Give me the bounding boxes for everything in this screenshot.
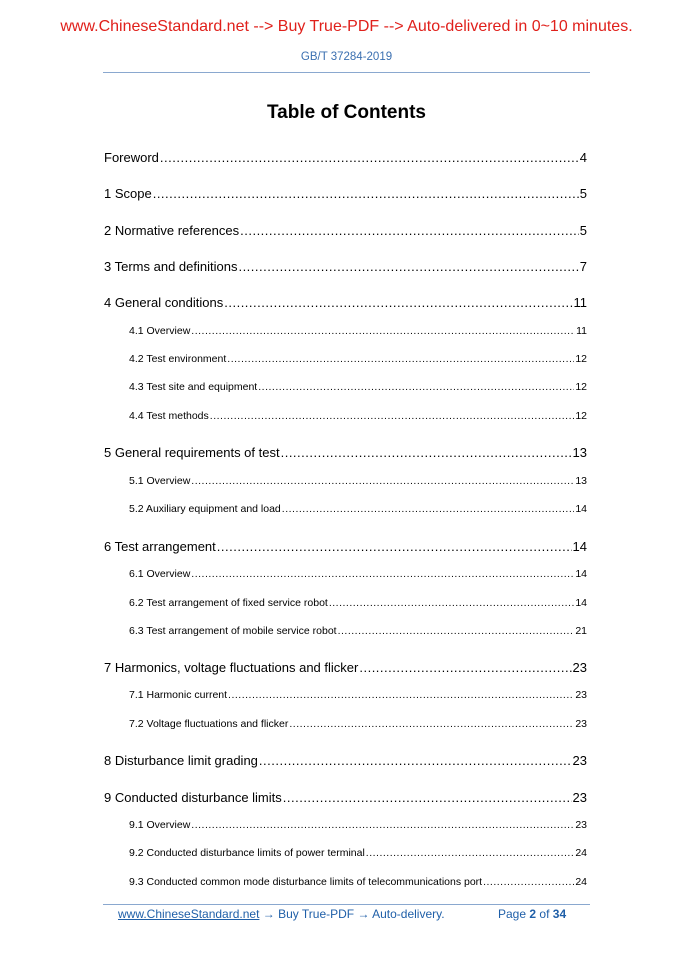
toc-leader-dots	[329, 597, 574, 609]
toc-leader-dots	[160, 150, 579, 165]
toc-leader-dots	[228, 689, 574, 701]
page-title: Table of Contents	[266, 102, 427, 123]
toc-entry-title: 6.3 Test arrangement of mobile service robot	[129, 625, 337, 637]
toc-page-number: 21	[575, 625, 587, 637]
toc-entry-title: 4.2 Test environment	[129, 353, 227, 365]
toc-entry-5-2[interactable]	[129, 503, 587, 515]
toc-entry-title: 7.2 Voltage fluctuations and flicker	[129, 718, 289, 730]
toc-entry-title: 1 Scope	[104, 186, 152, 201]
toc-entry-title: 9.1 Overview	[129, 819, 191, 831]
footer-divider	[103, 904, 590, 905]
toc-entry-title: 4.4 Test methods	[129, 410, 209, 422]
toc-entry-4-2[interactable]	[129, 353, 587, 365]
toc-page-number: 12	[575, 381, 587, 393]
toc-entry-title: 9.3 Conducted common mode disturbance limits of telecommunications port	[129, 876, 483, 888]
toc-entry-title: 4.3 Test site and equipment	[129, 381, 258, 393]
toc-entry-title: 6.1 Overview	[129, 568, 191, 580]
toc-page-number: 13	[572, 445, 587, 460]
toc-page-number: 14	[572, 539, 587, 554]
toc-leader-dots	[289, 718, 574, 730]
toc-entry-9-2[interactable]	[129, 847, 587, 859]
toc-leader-dots	[210, 410, 575, 422]
toc-leader-dots	[238, 259, 578, 274]
footer-promo-text: → Buy True-PDF → Auto-delivery.	[259, 907, 445, 921]
page-of-label: of	[539, 907, 550, 921]
toc-leader-dots	[227, 353, 574, 365]
toc-page-number: 23	[572, 660, 587, 675]
toc-entry-title: 5 General requirements of test	[104, 445, 280, 460]
toc-entry-conducted-disturbance-limits[interactable]	[104, 790, 587, 805]
toc-page-number: 23	[575, 718, 587, 730]
toc-page-number: 5	[579, 186, 587, 201]
toc-page-number: 7	[579, 259, 587, 274]
toc-entry-normative-references[interactable]	[104, 223, 587, 238]
toc-entry-9-1[interactable]	[129, 819, 587, 831]
toc-leader-dots	[359, 660, 571, 675]
toc-entry-general-requirements[interactable]	[104, 445, 587, 460]
toc-page-number: 13	[575, 475, 587, 487]
toc-leader-dots	[191, 819, 574, 831]
toc-page-number: 12	[575, 353, 587, 365]
toc-entry-title: 5.1 Overview	[129, 475, 191, 487]
page-indicator	[498, 907, 566, 921]
toc-entry-title: 7 Harmonics, voltage fluctuations and flicker	[104, 660, 359, 675]
standard-number-header: GB/T 37284-2019	[300, 51, 393, 63]
toc-entry-6-3[interactable]	[129, 625, 587, 637]
toc-leader-dots	[282, 503, 575, 515]
toc-page-number: 14	[575, 597, 587, 609]
toc-entry-foreword[interactable]	[104, 150, 587, 165]
toc-leader-dots	[224, 295, 572, 310]
toc-page-number: 11	[576, 325, 587, 337]
toc-entry-title: 9 Conducted disturbance limits	[104, 790, 282, 805]
toc-entry-4-1[interactable]	[129, 325, 587, 337]
toc-entry-title: 8 Disturbance limit grading	[104, 753, 258, 768]
toc-entry-title: 2 Normative references	[104, 223, 240, 238]
toc-entry-terms-definitions[interactable]	[104, 259, 587, 274]
toc-page-number: 23	[575, 819, 587, 831]
toc-entry-6-2[interactable]	[129, 597, 587, 609]
toc-entry-title: 6.2 Test arrangement of fixed service robot	[129, 597, 328, 609]
page-footer	[118, 907, 567, 921]
toc-entry-general-conditions[interactable]	[104, 295, 587, 310]
toc-entry-scope[interactable]	[104, 186, 587, 201]
toc-leader-dots	[338, 625, 575, 637]
toc-page-number: 24	[575, 847, 587, 859]
toc-leader-dots	[217, 539, 572, 554]
toc-entry-title: 9.2 Conducted disturbance limits of power terminal	[129, 847, 365, 859]
toc-entry-title: 7.1 Harmonic current	[129, 689, 228, 701]
toc-entry-7-2[interactable]	[129, 718, 587, 730]
footer-site-link[interactable]: www.ChineseStandard.net	[118, 907, 260, 921]
toc-page-number: 4	[579, 150, 587, 165]
toc-page-number: 12	[575, 410, 587, 422]
total-page-count: 34	[552, 907, 567, 921]
toc-page-number: 14	[575, 503, 587, 515]
toc-leader-dots	[153, 186, 579, 201]
toc-entry-6-1[interactable]	[129, 568, 587, 580]
toc-entry-4-3[interactable]	[129, 381, 587, 393]
toc-page-number: 11	[573, 295, 587, 310]
toc-entry-5-1[interactable]	[129, 475, 587, 487]
toc-page-number: 23	[572, 753, 587, 768]
toc-leader-dots	[258, 381, 574, 393]
page-label: Page	[498, 907, 527, 921]
toc-leader-dots	[259, 753, 572, 768]
toc-entry-title: 3 Terms and definitions	[104, 259, 238, 274]
toc-leader-dots	[283, 790, 572, 805]
toc-entry-7-1[interactable]	[129, 689, 587, 701]
toc-entry-9-3[interactable]	[129, 876, 587, 888]
toc-entry-test-arrangement[interactable]	[104, 539, 587, 554]
toc-page-number: 5	[579, 223, 587, 238]
promo-banner[interactable]: www.ChineseStandard.net --> Buy True-PDF --> Auto-delivered in 0~10 minutes.	[60, 18, 633, 35]
toc-entry-title: 4.1 Overview	[129, 325, 191, 337]
toc-entry-title: 5.2 Auxiliary equipment and load	[129, 503, 281, 515]
toc-entry-harmonics[interactable]	[104, 660, 587, 675]
toc-page-number: 24	[575, 876, 587, 888]
toc-page-number: 23	[575, 689, 587, 701]
toc-leader-dots	[281, 445, 572, 460]
toc-leader-dots	[366, 847, 575, 859]
toc-entry-4-4[interactable]	[129, 410, 587, 422]
toc-entry-title: 4 General conditions	[104, 295, 224, 310]
toc-leader-dots	[191, 568, 574, 580]
toc-leader-dots	[240, 223, 579, 238]
toc-page-number: 23	[572, 790, 587, 805]
toc-entry-title: 6 Test arrangement	[104, 539, 216, 554]
current-page-number: 2	[529, 907, 537, 921]
toc-leader-dots	[191, 475, 574, 487]
toc-leader-dots	[483, 876, 574, 888]
toc-entry-disturbance-limit-grading[interactable]	[104, 753, 587, 768]
toc-leader-dots	[191, 325, 575, 337]
toc-page-number: 14	[575, 568, 587, 580]
toc-entry-title: Foreword	[104, 150, 159, 165]
